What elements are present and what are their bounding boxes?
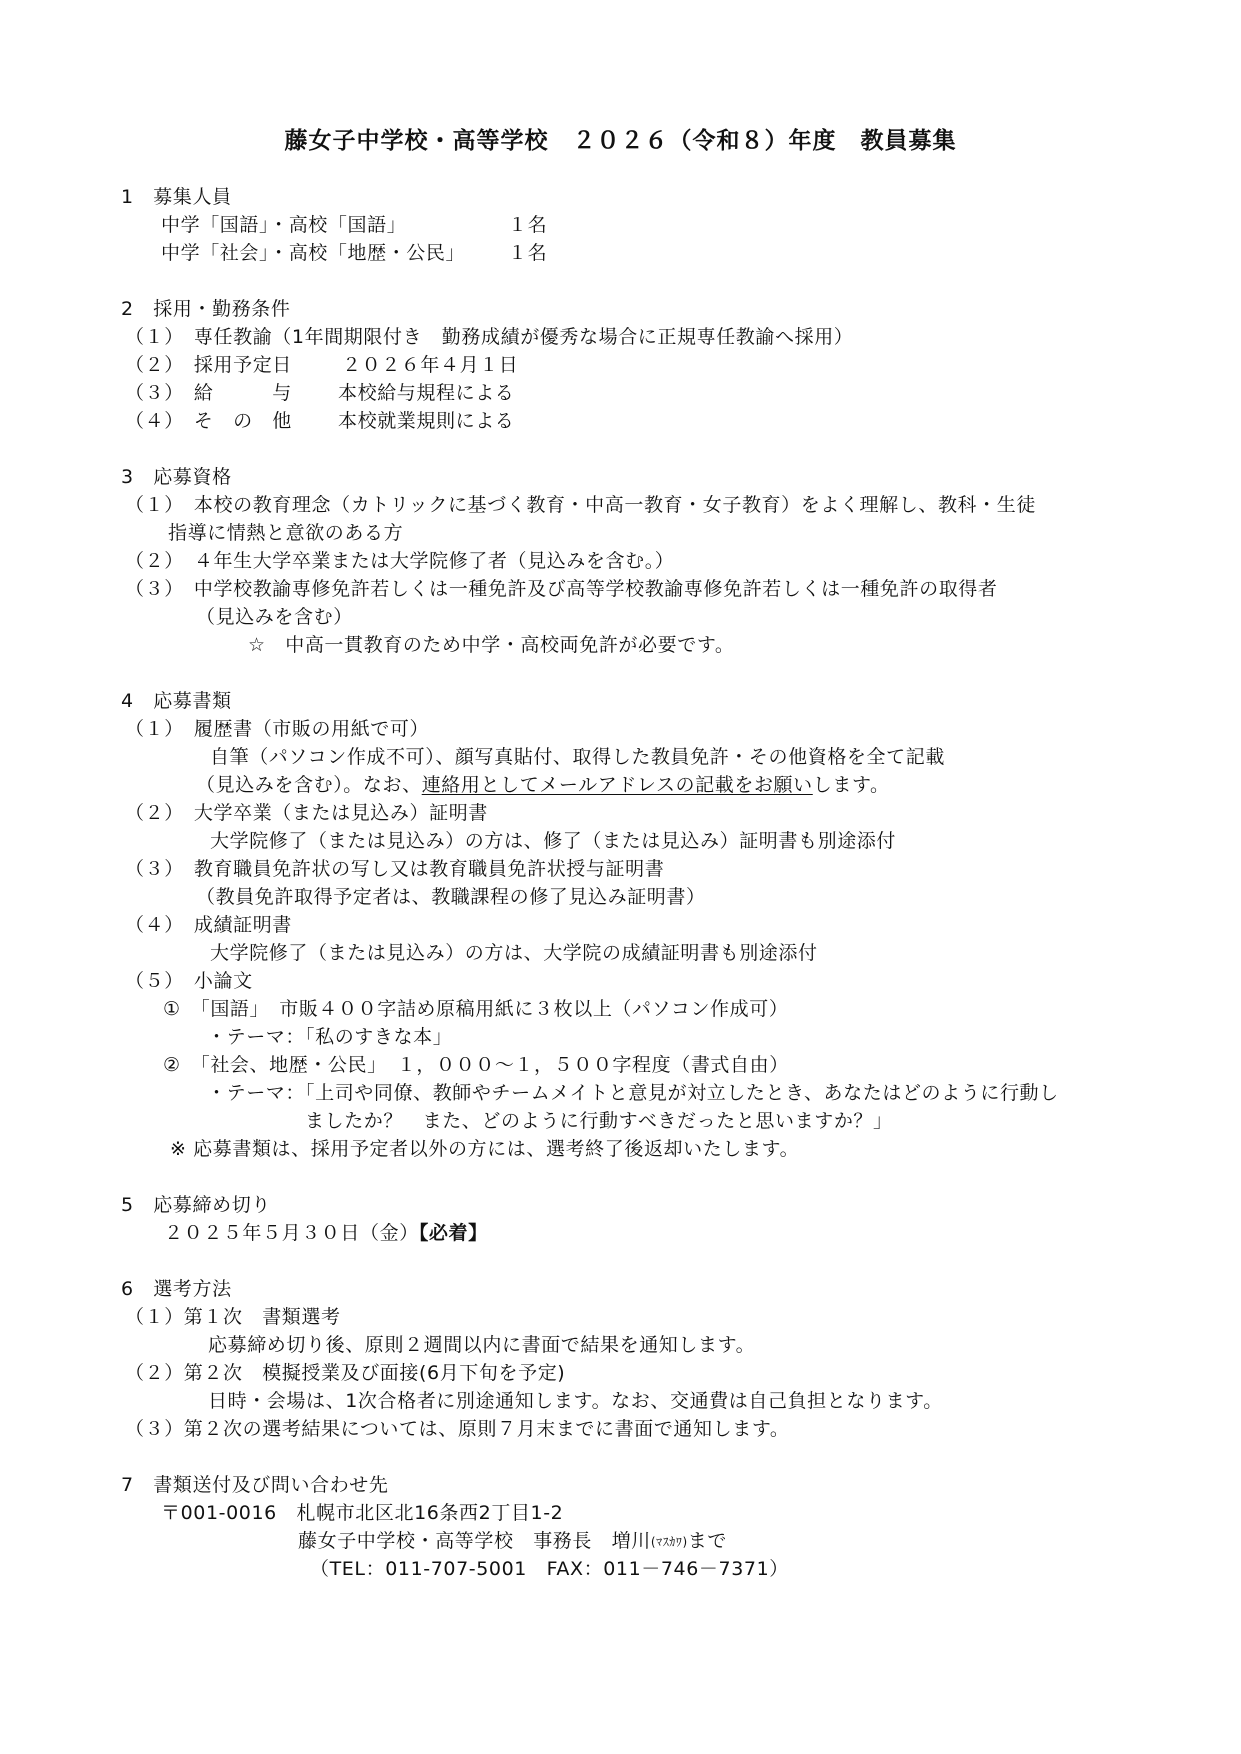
qualification-1: （１） 本校の教育理念（カトリックに基づく教育・中高一教育・女子教育）をよく理解し、教科・生徒 (125, 494, 1036, 516)
section-3-heading: 3 応募資格 (121, 466, 232, 488)
essay-japanese: ① 「国語」 市販４００字詰め原稿用紙に３枚以上（パソコン作成可） (163, 998, 789, 1020)
start-date-label: （２） 採用予定日 (125, 354, 292, 376)
selection-stage-2-detail: 日時・会場は、1次合格者に別途通知します。なお、交通費は自己負担となります。 (208, 1390, 943, 1412)
essay-social-theme: ・テーマ：「上司や同僚、教師やチームメイトと意見が対立したとき、あなたはどのように行動し (207, 1082, 1059, 1104)
section-5-heading: 5 応募締め切り (121, 1194, 271, 1216)
recruit-count-2: １名 (508, 242, 548, 264)
doc-1-detail-cont (196, 773, 890, 797)
doc-2-graduation: （２） 大学卒業（または見込み）証明書 (125, 802, 488, 824)
section-4-heading: 4 応募書類 (121, 690, 232, 712)
doc-1-detail-pre: （見込みを含む）。なお、 (196, 774, 422, 796)
doc-1-detail: 自筆（パソコン作成不可）、顔写真貼付、取得した教員免許・その他資格を全て記載 (210, 746, 945, 768)
salary-label: （３） 給 与 (125, 382, 292, 404)
deadline-date: ２０２５年５月３０日（金） (164, 1222, 419, 1244)
postal-address: 〒001-0016 札幌市北区北16条西2丁目1-2 (161, 1502, 564, 1524)
documents-note: ※ 応募書類は、採用予定者以外の方には、選考終了後返却いたします。 (170, 1138, 800, 1160)
doc-5-essay: （５） 小論文 (125, 970, 253, 992)
qualification-2: （２） ４年生大学卒業または大学院修了者（見込みを含む。） (125, 550, 675, 572)
doc-3-detail: （教員免許取得予定者は、教職課程の修了見込み証明書） (196, 886, 706, 908)
section-2-heading: 2 採用・勤務条件 (121, 298, 291, 320)
other-value: 本校就業規則による (338, 410, 515, 432)
section-6-heading: 6 選考方法 (121, 1278, 232, 1300)
selection-stage-1: （１）第１次 書類選考 (125, 1306, 341, 1328)
start-date-value: ２０２６年４月１日 (342, 354, 519, 376)
doc-1-resume: （１） 履歴書（市販の用紙で可） (125, 718, 430, 740)
essay-social: ② 「社会、地歴・公民」 １，０００～１，５００字程度（書式自由） (163, 1054, 789, 1076)
deadline-required: 【必着】 (418, 1222, 488, 1244)
contact-person (298, 1529, 727, 1554)
other-label: （４） そ の 他 (125, 410, 292, 432)
selection-stage-2: （２）第２次 模擬授業及び面接(6月下旬を予定) (125, 1362, 566, 1384)
qualification-1-cont: 指導に情熱と意欲のある方 (168, 522, 404, 544)
contact-person-name: 藤女子中学校・高等学校 事務長 増川 (298, 1530, 651, 1552)
page-title: 藤女子中学校・高等学校 ２０２６（令和８）年度 教員募集 (284, 128, 957, 154)
section-1-heading: 1 募集人員 (121, 186, 232, 208)
qualification-3-cont: （見込みを含む） (196, 606, 353, 628)
recruit-subject-2: 中学「社会」・高校「地歴・公民」 (161, 242, 466, 264)
doc-4-transcript: （４） 成績証明書 (125, 914, 292, 936)
phone-fax: （TEL：011-707-5001 FAX：011－746－7371） (310, 1558, 789, 1580)
doc-4-detail: 大学院修了（または見込み）の方は、大学院の成績証明書も別途添付 (210, 942, 818, 964)
contact-person-suffix: まで (687, 1530, 727, 1552)
doc-1-detail-post: します。 (812, 774, 890, 796)
employment-type: （１） 専任教諭（1年間期限付き 勤務成績が優秀な場合に正規専任教諭へ採用） (125, 326, 854, 348)
qualification-3: （３） 中学校教諭専修免許若しくは一種免許及び高等学校教諭専修免許若しくは一種免許の取得者 (125, 578, 998, 600)
essay-social-theme-cont: ましたか？ また、どのように行動すべきだったと思いますか？」 (305, 1110, 893, 1132)
contact-person-kana: (ﾏｽｶﾜ) (650, 1535, 688, 1549)
selection-stage-1-detail: 応募締め切り後、原則２週間以内に書面で結果を通知します。 (208, 1334, 756, 1356)
doc-2-detail: 大学院修了（または見込み）の方は、修了（または見込み）証明書も別途添付 (210, 830, 897, 852)
deadline (164, 1221, 488, 1245)
qualification-note: ☆ 中高一貫教育のため中学・高校両免許が必要です。 (248, 634, 735, 656)
doc-3-license: （３） 教育職員免許状の写し又は教育職員免許状授与証明書 (125, 858, 665, 880)
essay-japanese-theme: ・テーマ：「私のすきな本」 (207, 1026, 453, 1048)
selection-result: （３）第２次の選考結果については、原則７月末までに書面で通知します。 (125, 1418, 790, 1440)
email-request-underlined: 連絡用としてメールアドレスの記載をお願い (421, 774, 813, 796)
recruit-subject-1: 中学「国語」・高校「国語」 (161, 214, 407, 236)
section-7-heading: 7 書類送付及び問い合わせ先 (121, 1474, 389, 1496)
recruit-count-1: １名 (508, 214, 548, 236)
salary-value: 本校給与規程による (338, 382, 515, 404)
